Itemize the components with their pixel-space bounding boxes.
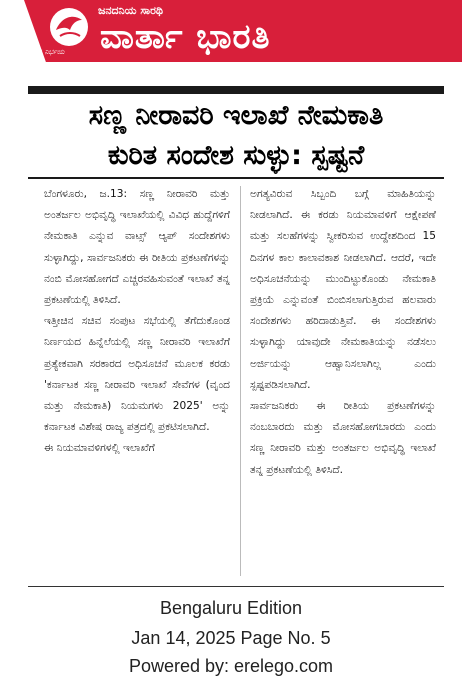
newspaper-name: ವಾರ್ತಾ ಭಾರತಿ — [100, 17, 271, 57]
edition-label: Bengaluru Edition — [159, 598, 303, 618]
masthead — [0, 0, 462, 66]
powered-by-label: Powered by: erelego.com — [128, 656, 334, 676]
article-paragraph: ಬೆಂಗಳೂರು, ಜ.13: ಸಣ್ಣ ನೀರಾವರಿ ಮತ್ತು ಅಂತರ್ಜಲ ಅಭಿವೃದ್ಧಿ ಇಲಾಖೆಯಲ್ಲಿ ವಿವಿಧ ಹುದ್ದೆಗಳಿಗೆ ನೇಮಕಾತಿ ಎನ್ನುವ ವಾಟ್ಸ್ ಆ್ಯಪ್ ಸಂದೇಶಗಳು ಸುಳ್ಳಾಗಿದ್ದು, ಸಾರ್ವಜನಿಕರು ಈ ರೀತಿಯ ಪ್ರಕಟಣೆಗಳನ್ನು ನಂಬಿ ಮೋಸಹೋಗದೆ ಎಚ್ಚರವಹಿಸುವಂತೆ ಇಲಾಖೆ ತನ್ನ ಪ್ರಕಟಣೆಯಲ್ಲಿ ತಿಳಿಸಿದೆ. — [44, 188, 230, 307]
article-paragraph: ಇತ್ತೀಚಿನ ಸಚಿವ ಸಂಪುಟ ಸಭೆಯಲ್ಲಿ ತೆಗೆದುಕೊಂಡ ನಿರ್ಣಯದ ಹಿನ್ನೆಲೆಯಲ್ಲಿ ಸಣ್ಣ ನೀರಾವರಿ ಇಲಾಖೆಗೆ ಪ್ರತ್ಯೇಕವಾಗಿ ಸರಕಾರದ ಅಧಿಸೂಚನೆ ಮೂಲಕ ಕರಡು 'ಕರ್ನಾಟಕ ಸಣ್ಣ ನೀರಾವರಿ ಇಲಾಖೆ ಸೇವೆಗಳ (ವೃಂದ ಮತ್ತು ನೇಮಕಾತಿ) ನಿಯಮಗಳು 2025' ಅನ್ನು ಕರ್ನಾಟಕ ವಿಶೇಷ ರಾಜ್ಯ ಪತ್ರದಲ್ಲಿ ಪ್ರಕಟಿಸಲಾಗಿದೆ. — [44, 315, 230, 434]
headline-top-rule — [28, 86, 444, 94]
article-paragraph: ಈ ನಿಯಮಾವಳಿಗಳಲ್ಲಿ ಇಲಾಖೆಗೆ — [44, 442, 155, 455]
headline-bottom-rule — [28, 177, 444, 179]
article-column-right — [250, 184, 436, 481]
article-paragraph: ಸಾರ್ವಜನಿಕರು ಈ ರೀತಿಯ ಪ್ರಕಟಣೆಗಳನ್ನು ನಂಬಬಾರದು ಮತ್ತು ಮೋಸಹೋಗಬಾರದು ಎಂದು ಸಣ್ಣ ನೀರಾವರಿ ಮತ್ತು ಅಂತರ್ಜಲ ಅಭಿವೃದ್ಧಿ ಇಲಾಖೆ ತನ್ನ ಪ್ರಕಟಣೆಯಲ್ಲಿ ತಿಳಿಸಿದೆ. — [250, 400, 436, 476]
date-page-label: Jan 14, 2025 Page No. 5 — [131, 628, 331, 648]
column-divider — [240, 186, 241, 576]
bird-logo-icon — [48, 6, 90, 48]
masthead-tagline: ಜನದನಿಯ ಸಾರಥಿ — [98, 4, 163, 17]
headline-line-2: ಕುರಿತ ಸಂದೇಶ ಸುಳ್ಳು: ಸ್ಪಷ್ಟನೆ — [107, 140, 365, 171]
article-bottom-rule — [28, 586, 444, 587]
logo-caption: ಸತ್ಯ ನಿರ್ಭಯ — [34, 48, 65, 56]
article-headline — [28, 96, 444, 176]
article-paragraph: ಅಗತ್ಯವಿರುವ ಸಿಬ್ಬಂದಿ ಬಗ್ಗೆ ಮಾಹಿತಿಯನ್ನು ನೀಡಲಾಗಿದೆ. ಈ ಕರಡು ನಿಯಮಾವಳಿಗೆ ಆಕ್ಷೇಪಣೆ ಮತ್ತು ಸಲಹೆಗಳನ್ನು ಸ್ವೀಕರಿಸುವ ಉದ್ದೇಶದಿಂದ 15 ದಿನಗಳ ಕಾಲ ಕಾಲಾವಕಾಶ ನೀಡಲಾಗಿದೆ. ಆದರೆ, ಇದೇ ಅಧಿಸೂಚನೆಯನ್ನು ಮುಂದಿಟ್ಟುಕೊಂಡು ನೇಮಕಾತಿ ಪ್ರಕ್ರಿಯೆ ಎನ್ನುವಂತೆ ಬಿಂಬಿಸಲಾಗುತ್ತಿರುವ ಹಲವಾರು ಸಂದೇಶಗಳು ಹರಿದಾಡುತ್ತಿವೆ. ಈ ಸಂದೇಶಗಳು ಸುಳ್ಳಾಗಿದ್ದು ಯಾವುದೇ ನೇಮಕಾತಿಯನ್ನು ನಡೆಸಲು ಅರ್ಜಿಯನ್ನು ಆಹ್ವಾನಿಸಲಾಗಿಲ್ಲ ಎಂದು ಸ್ಪಷ್ಟಪಡಿಸಲಾಗಿದೆ. — [250, 188, 436, 391]
headline-line-1: ಸಣ್ಣ ನೀರಾವರಿ ಇಲಾಖೆ ನೇಮಕಾತಿ — [88, 100, 384, 131]
article-column-left — [44, 184, 230, 460]
